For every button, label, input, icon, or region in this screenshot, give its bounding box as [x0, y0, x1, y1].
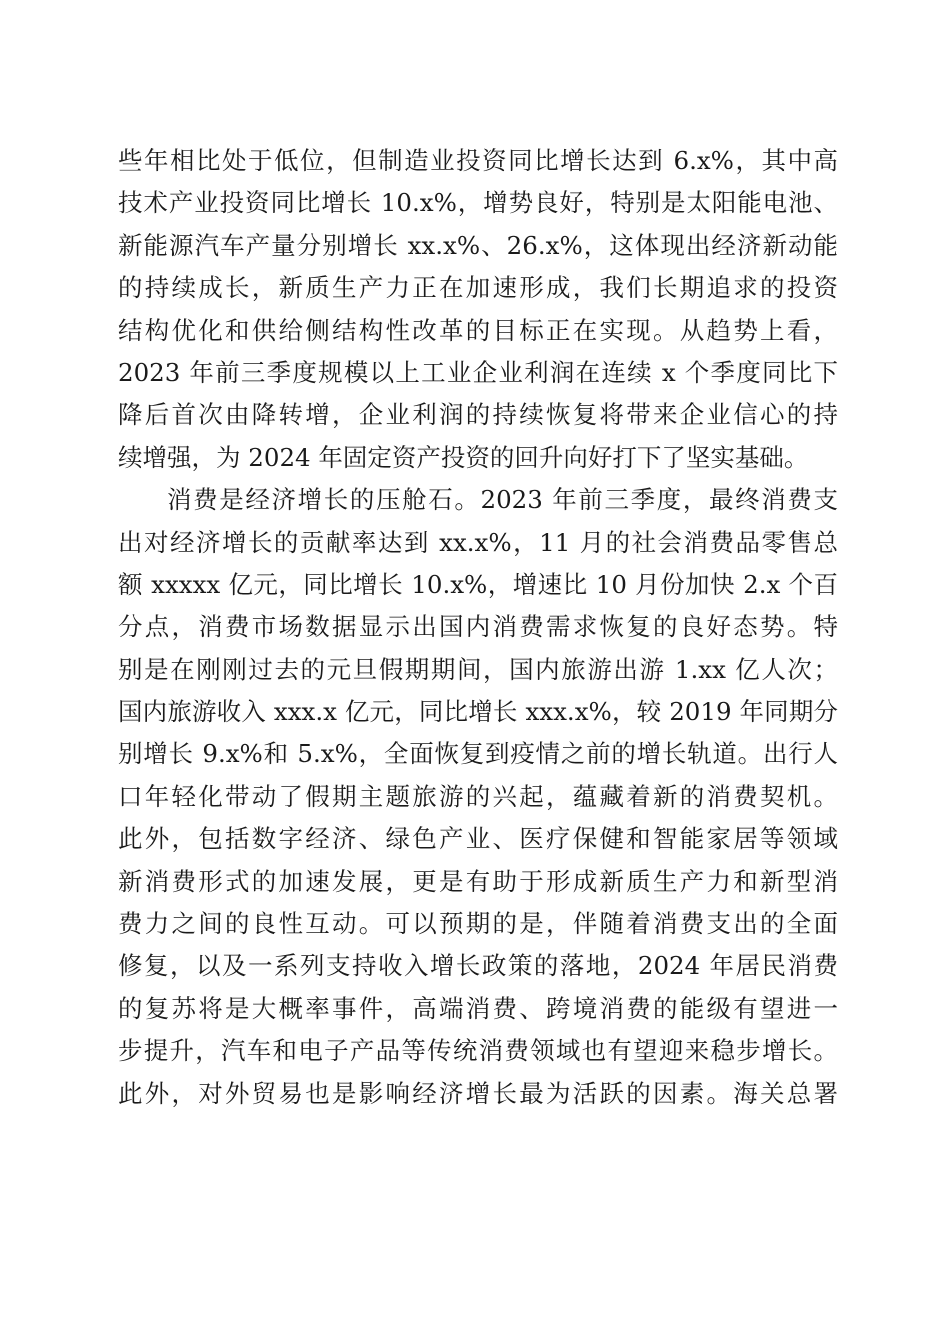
text-line: 费力之间的良性互动。可以预期的是，伴随着消费支出的全面 — [118, 909, 838, 939]
text-line: 新能源汽车产量分别增长 xx.x%、26.x%，这体现出经济新动能 — [118, 230, 838, 260]
text-line: 2023 年前三季度规模以上工业企业利润在连续 x 个季度同比下 — [118, 357, 838, 387]
text-line: 别是在刚刚过去的元旦假期期间，国内旅游出游 1.xx 亿人次； — [118, 654, 838, 684]
text-line: 口年轻化带动了假期主题旅游的兴起，蕴藏着新的消费契机。 — [118, 781, 838, 811]
text-line: 些年相比处于低位，但制造业投资同比增长达到 6.x%，其中高 — [118, 146, 838, 175]
text-line: 修复，以及一系列支持收入增长政策的落地，2024 年居民消费 — [118, 951, 838, 981]
paragraph-start-line: 消费是经济增长的压舱石。2023 年前三季度，最终消费支 — [167, 485, 838, 515]
text-line: 别增长 9.x%和 5.x%，全面恢复到疫情之前的增长轨道。出行人 — [118, 739, 838, 769]
text-line: 续增强，为 2024 年固定资产投资的回升向好打下了坚实基础。 — [118, 442, 809, 472]
text-line: 额 xxxxx 亿元，同比增长 10.x%，增速比 10 月份加快 2.x 个百 — [118, 569, 838, 599]
text-line: 降后首次由降转增，企业利润的持续恢复将带来企业信心的持 — [118, 400, 838, 430]
text-line: 的持续成长，新质生产力正在加速形成，我们长期追求的投资 — [118, 273, 838, 303]
text-line: 技术产业投资同比增长 10.x%，增势良好，特别是太阳能电池、 — [118, 188, 838, 218]
text-line: 结构优化和供给侧结构性改革的目标正在实现。从趋势上看， — [118, 315, 838, 345]
text-line: 分点，消费市场数据显示出国内消费需求恢复的良好态势。特 — [118, 612, 838, 642]
text-line: 的复苏将是大概率事件，高端消费、跨境消费的能级有望进一 — [118, 993, 838, 1023]
text-line: 此外，对外贸易也是影响经济增长最为活跃的因素。海关总署 — [118, 1078, 838, 1108]
text-line: 步提升，汽车和电子产品等传统消费领域也有望迎来稳步增长。 — [118, 1036, 838, 1066]
text-line: 此外，包括数字经济、绿色产业、医疗保健和智能家居等领域 — [118, 824, 838, 854]
body-text — [118, 140, 838, 1115]
text-line: 新消费形式的加速发展，更是有助于形成新质生产力和新型消 — [118, 866, 838, 896]
text-line: 国内旅游收入 xxx.x 亿元，同比增长 xxx.x%，较 2019 年同期分 — [118, 697, 838, 727]
text-line: 出对经济增长的贡献率达到 xx.x%，11 月的社会消费品零售总 — [118, 527, 838, 557]
